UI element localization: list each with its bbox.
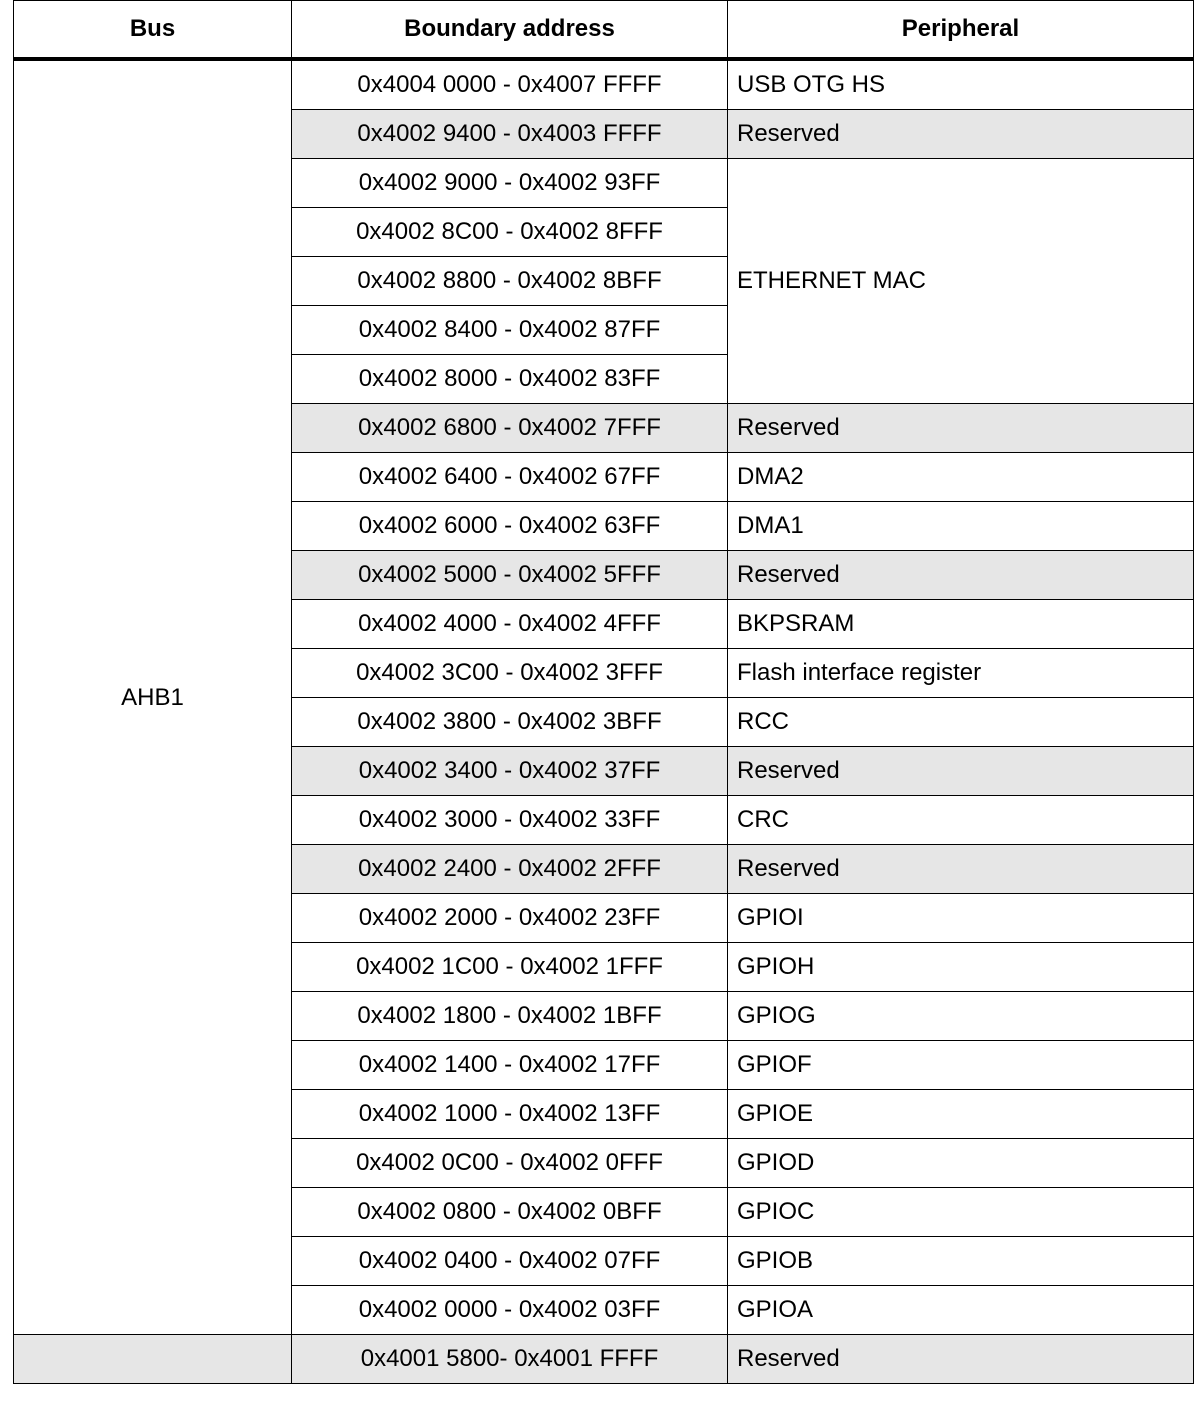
peripheral-cell: Reserved: [728, 551, 1194, 600]
peripheral-cell: GPIOA: [728, 1286, 1194, 1335]
peripheral-cell: DMA1: [728, 502, 1194, 551]
peripheral-cell: GPIOH: [728, 943, 1194, 992]
memory-map-table: [13, 0, 1194, 1384]
address-cell: 0x4002 3000 - 0x4002 33FF: [292, 796, 728, 845]
address-cell: 0x4002 1800 - 0x4002 1BFF: [292, 992, 728, 1041]
peripheral-cell: Reserved: [728, 845, 1194, 894]
bus-cell-ahb1: AHB1: [14, 59, 292, 1335]
peripheral-cell: Reserved: [728, 110, 1194, 159]
address-cell: 0x4002 2000 - 0x4002 23FF: [292, 894, 728, 943]
address-cell: 0x4002 1C00 - 0x4002 1FFF: [292, 943, 728, 992]
address-cell: 0x4002 4000 - 0x4002 4FFF: [292, 600, 728, 649]
address-cell: 0x4002 8400 - 0x4002 87FF: [292, 306, 728, 355]
address-cell: 0x4002 0C00 - 0x4002 0FFF: [292, 1139, 728, 1188]
table-header-row: [14, 1, 1194, 60]
peripheral-cell: Reserved: [728, 1335, 1194, 1384]
peripheral-cell: DMA2: [728, 453, 1194, 502]
address-cell: 0x4002 2400 - 0x4002 2FFF: [292, 845, 728, 894]
peripheral-cell: Reserved: [728, 747, 1194, 796]
header-peripheral: Peripheral: [728, 1, 1194, 60]
address-cell: 0x4004 0000 - 0x4007 FFFF: [292, 59, 728, 110]
peripheral-cell: GPIOE: [728, 1090, 1194, 1139]
peripheral-cell: GPIOD: [728, 1139, 1194, 1188]
address-cell: 0x4002 8800 - 0x4002 8BFF: [292, 257, 728, 306]
peripheral-cell: GPIOB: [728, 1237, 1194, 1286]
address-cell: 0x4002 0000 - 0x4002 03FF: [292, 1286, 728, 1335]
header-boundary-address: Boundary address: [292, 1, 728, 60]
address-cell: 0x4002 5000 - 0x4002 5FFF: [292, 551, 728, 600]
peripheral-cell: GPIOC: [728, 1188, 1194, 1237]
peripheral-cell: GPIOF: [728, 1041, 1194, 1090]
address-cell: 0x4002 8C00 - 0x4002 8FFF: [292, 208, 728, 257]
address-cell: 0x4002 0800 - 0x4002 0BFF: [292, 1188, 728, 1237]
address-cell: 0x4002 8000 - 0x4002 83FF: [292, 355, 728, 404]
bus-cell-empty: [14, 1335, 292, 1384]
address-cell: 0x4002 9000 - 0x4002 93FF: [292, 159, 728, 208]
peripheral-cell: RCC: [728, 698, 1194, 747]
table-row: [14, 1335, 1194, 1384]
peripheral-cell: BKPSRAM: [728, 600, 1194, 649]
address-cell: 0x4002 6400 - 0x4002 67FF: [292, 453, 728, 502]
peripheral-cell: GPIOI: [728, 894, 1194, 943]
peripheral-cell: Flash interface register: [728, 649, 1194, 698]
peripheral-cell: GPIOG: [728, 992, 1194, 1041]
peripheral-cell: USB OTG HS: [728, 59, 1194, 110]
address-cell: 0x4002 9400 - 0x4003 FFFF: [292, 110, 728, 159]
address-cell: 0x4002 1000 - 0x4002 13FF: [292, 1090, 728, 1139]
address-cell: 0x4002 1400 - 0x4002 17FF: [292, 1041, 728, 1090]
peripheral-cell: CRC: [728, 796, 1194, 845]
address-cell: 0x4001 5800- 0x4001 FFFF: [292, 1335, 728, 1384]
table-row: [14, 59, 1194, 110]
header-bus: Bus: [14, 1, 292, 60]
address-cell: 0x4002 3400 - 0x4002 37FF: [292, 747, 728, 796]
address-cell: 0x4002 6800 - 0x4002 7FFF: [292, 404, 728, 453]
peripheral-cell: Reserved: [728, 404, 1194, 453]
address-cell: 0x4002 6000 - 0x4002 63FF: [292, 502, 728, 551]
address-cell: 0x4002 0400 - 0x4002 07FF: [292, 1237, 728, 1286]
address-cell: 0x4002 3C00 - 0x4002 3FFF: [292, 649, 728, 698]
address-cell: 0x4002 3800 - 0x4002 3BFF: [292, 698, 728, 747]
peripheral-cell-ethernet-mac: ETHERNET MAC: [728, 159, 1194, 404]
